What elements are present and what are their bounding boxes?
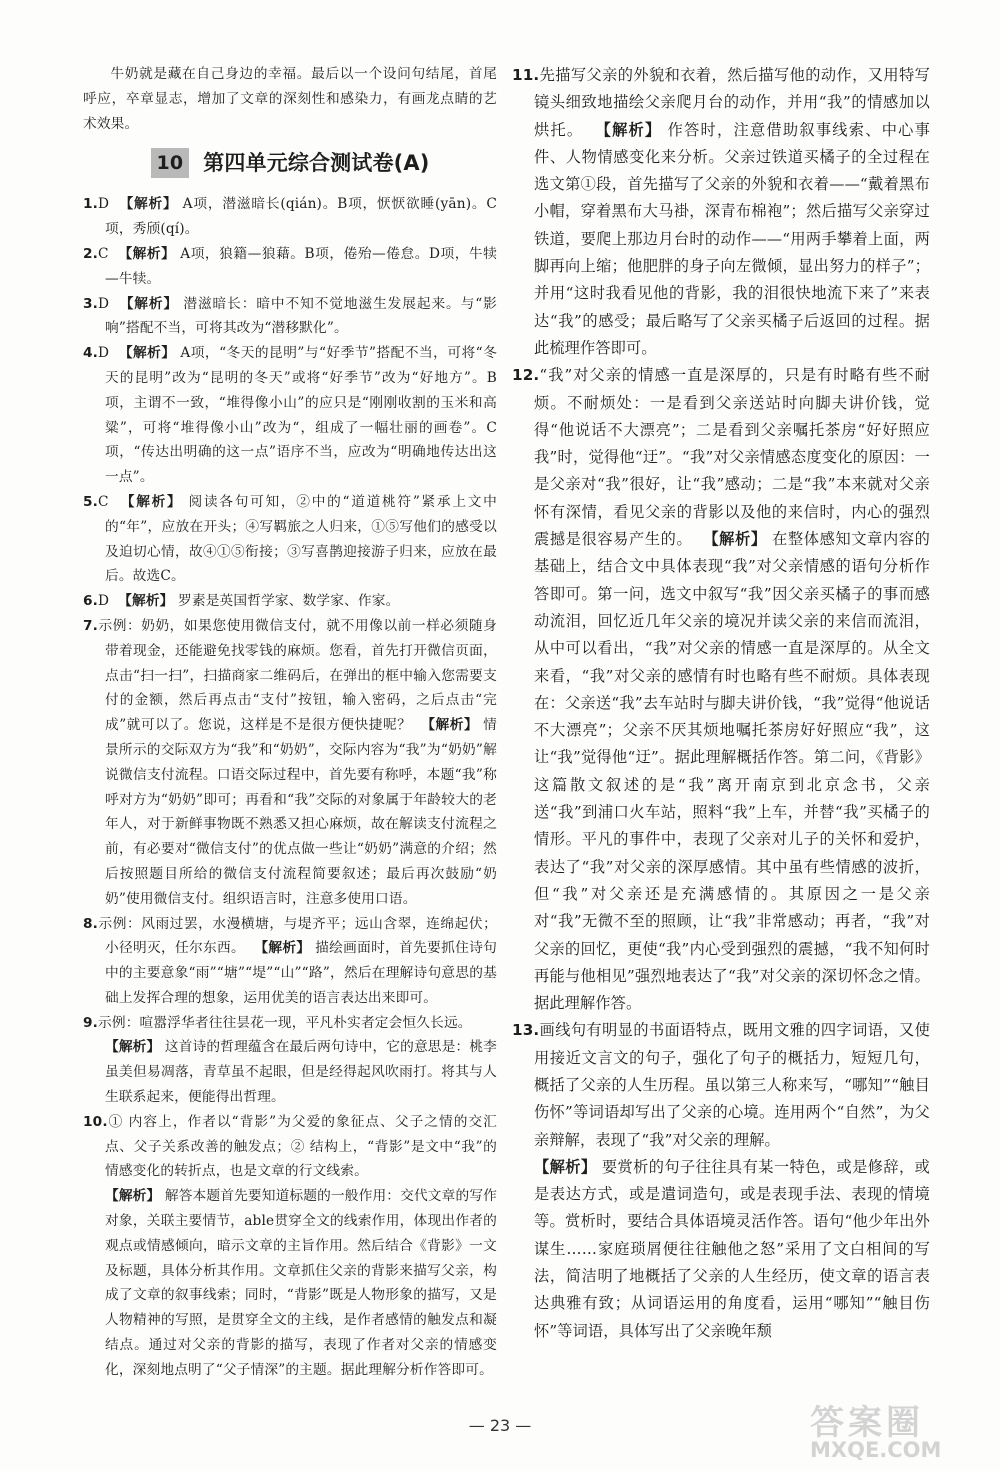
section-number: 10 (151, 148, 190, 178)
section-heading (83, 148, 497, 178)
answer-item: 3.D 【解析】 潜滋暗长：暗中不知不觉地滋生发展起来。与“影响”搭配不当，可将其改为“潜移默化”。 (83, 295, 497, 337)
answer-item: 5.C 【解析】 阅读各句可知，②中的“道道桃符”紧承上文中的“年”，应放在开头；④写羁旅之人归来，①⑤写他们的感受以及迫切心情，故④①⑤衔接；③写喜鹊迎接游子归来，应放在最后。故选C。 (83, 493, 497, 585)
answer-item: 1.D 【解析】 A项，潜滋暗长(qián)。B项，恹恹欲睡(yān)。C项，秀颀(qí)。 (83, 196, 497, 238)
right-column (512, 62, 930, 1345)
watermark-line1: 答案圈 (810, 1403, 924, 1443)
answer-item: 10.① 内容上，作者以“背影”为父爱的象征点、父子之情的交汇点、父子关系改善的触发点；② 结构上，“背影”是文中“我”的情感变化的转折点，也是文章的行文线索。 【解析】 解答本题首先要知道标题的一般作用：交代文章的写作对象，关联主要情节，able贯穿全文的线索作用，体现出作者的观点或情感倾向，暗示文章的主旨作用。然后结合《背影》一文及标题，具体分析其作用。文章抓住父亲的背影来描写父亲，构成了文章的叙事线索；同时，“背影”既是人物形象的描写，又是人物精神的写照，是贯穿全文的主线，是作者感情的触发点和凝结点。通过对父亲的背影的描写，表现了作者对父亲的情感变化，深刻地点明了“父子情深”的主题。据此理解分析作答即可。 (83, 1113, 497, 1378)
answer-item: 7.示例：奶奶，如果您使用微信支付，就不用像以前一样必须随身带着现金，还能避免找零钱的麻烦。您看，首先打开微信页面，点击“扫一扫”，扫描商家二维码后，在弹出的框中输入您需要支付的金额，然后再点击“支付”按钮，输入密码，之后点击“完成”就可以了。您说，这样是不是很方便快捷呢？ 【解析】 情景所示的交际双方为“我”和“奶奶”，交际内容为“我”为“奶奶”解说微信支付流程。口语交际过程中，首先要有称呼，本题“我”称呼对方为“奶奶”即可；再看和“我”交际的对象属于年龄较大的老年人，对于新鲜事物既不熟悉又担心麻烦，故在解读支付流程之前，有必要对“微信支付”的优点做一些让“奶奶”满意的介绍；然后按照题目所给的微信支付流程简要叙述；最后再次鼓励“奶奶”使用微信支付。组织语言时，注意多使用口语。 (83, 617, 497, 907)
answer-item: 2.C 【解析】 A项，狼籍—狼藉。B项，倦殆—倦怠。D项，牛犊—牛犊。 (83, 245, 497, 287)
answer-item: 9.示例：喧嚣浮华者往往昙花一现，平凡朴实者定会恒久长远。 【解析】 这首诗的哲理蕴含在最后两句诗中，它的意思是：桃李虽美但易凋落，青草虽不起眼，但是经得起风吹雨打。将其与人生联系起来，便能得出哲理。 (83, 1014, 497, 1106)
answer-item: 11.先描写父亲的外貌和衣着，然后描写他的动作，又用特写镜头细致地描绘父亲爬月台的动作，并用“我”的情感加以烘托。 【解析】 作答时，注意借助叙事线索、中心事件、人物情感变化来分析。父亲过铁道买橘子的全过程在选文第①段，首先描写了父亲的外貌和衣着——“戴着黑布小帽，穿着黑布大马褂，深青布棉袍”；然后描写父亲穿过铁道，要爬上那边月台时的动作——“用两手攀着上面，两脚再向上缩；他肥胖的身子向左微倾，显出努力的样子”；并用“这时我看见他的背影，我的泪很快地流下来了”来表达“我”的感受；最后略写了父亲买橘子后返回的过程。据此梳理作答即可。 (512, 66, 930, 357)
answer-item: 8.示例：风雨过罢，水漫横塘，与堤齐平；远山含翠，连绵起伏；小径明灭，任尔东西。 【解析】 描绘画面时，首先要抓住诗句中的主要意象“雨”“塘”“堤”“山”“路”，然后在理解诗句意思的基础上发挥合理的想象，运用优美的语言表达出来即可。 (83, 915, 497, 1006)
section-title: 第四单元综合测试卷(A) (203, 150, 430, 175)
watermark-logo (810, 1395, 988, 1465)
watermark-line2: MXQE.COM (810, 1438, 942, 1462)
intro-paragraph: 牛奶就是藏在自己身边的幸福。最后以一个设问句结尾，首尾呼应，卒章显志，增加了文章的深刻性和感染力，有画龙点睛的艺术效果。 (83, 66, 497, 132)
answer-item: 13.画线句有明显的书面语特点，既用文雅的四字词语，又使用接近文言文的句子，强化了句子的概括力，短短几句，概括了父亲的人生历程。虽以第三人称来写，“哪知”“触目伤怀”等词语却写出了父亲的心境。连用两个“自然”，为父亲辩解，表现了“我”对父亲的理解。 【解析】 要赏析的句子往往具有某一特色，或是修辞，或是表达方式，或是遣词造句，或是表现手法、表现的情境等。赏析时，要结合具体语境灵活作答。语句“他少年出外谋生……家庭琐屑便往往触他之怒”采用了文白相间的写法，简洁明了地概括了父亲的人生经历，使文章的语言表达典雅有致；从词语运用的角度看，运用“哪知”“触目伤怀”等词语，具体写出了父亲晚年颓 (512, 1021, 930, 1340)
answer-item: 4.D 【解析】 A项，“冬天的昆明”与“好季节”搭配不当，可将“冬天的昆明”改为“昆明的冬天”或将“好季节”改为“好地方”。B项，主谓不一致，“堆得像小山”的应只是“刚刚收割的玉米和高粱”，可将“堆得像小山”改为“，组成了一幅壮丽的画卷”。C项，“传达出明确的这一点”语序不当，应改为“明确地传达出这一点”。 (83, 345, 497, 486)
answer-item: 12.“我”对父亲的情感一直是深厚的，只是有时略有些不耐烦。不耐烦处：一是看到父亲送站时向脚夫讲价钱，觉得“他说话不大漂亮”；二是看到父亲嘱托茶房“好好照应我”时，觉得他“迂”。“我”对父亲情感态度变化的原因：一是父亲对“我”很好，让“我”感动；二是“我”本来就对父亲怀有深情，看见父亲的背影以及他的来信时，内心的强烈震撼是很容易产生的。 【解析】 在整体感知文章内容的基础上，结合文中具体表现“我”对父亲情感的语句分析作答即可。第一问，选文中叙写“我”因父亲买橘子的事而感动流泪，回忆近几年父亲的境况并读父亲的来信而流泪，从中可以看出，“我”对父亲的情感一直是深厚的。从全文来看，“我”对父亲的感情有时也略有些不耐烦。具体表现在：父亲送“我”去车站时与脚夫讲价钱，“我”觉得“他说话不大漂亮”；父亲不厌其烦地嘱托茶房好好照应“我”，这让“我”觉得他“迂”。据此理解概括作答。第二问，《背影》这篇散文叙述的是“我”离开南京到北京念书，父亲送“我”到浦口火车站，照料“我”上车，并替“我”买橘子的情形。平凡的事件中，表现了父亲对儿子的关怀和爱护，表达了“我”对父亲的深厚感情。其中虽有些情感的波折，但“我”对父亲还是充满感情的。其原因之一是父亲对“我”无微不至的照顾，让“我”非常感动；再者，“我”对父亲的回忆，更使“我”内心受到强烈的震撼，“我不知何时再能与他相见”强烈地表达了“我”对父亲的深切怀念之情。据此理解作答。 (512, 366, 930, 1013)
answer-item: 6.D 【解析】 罗素是英国哲学家、数学家、作家。 (83, 593, 400, 610)
page-number: — 23 — (468, 1416, 532, 1435)
left-column (83, 62, 497, 1383)
